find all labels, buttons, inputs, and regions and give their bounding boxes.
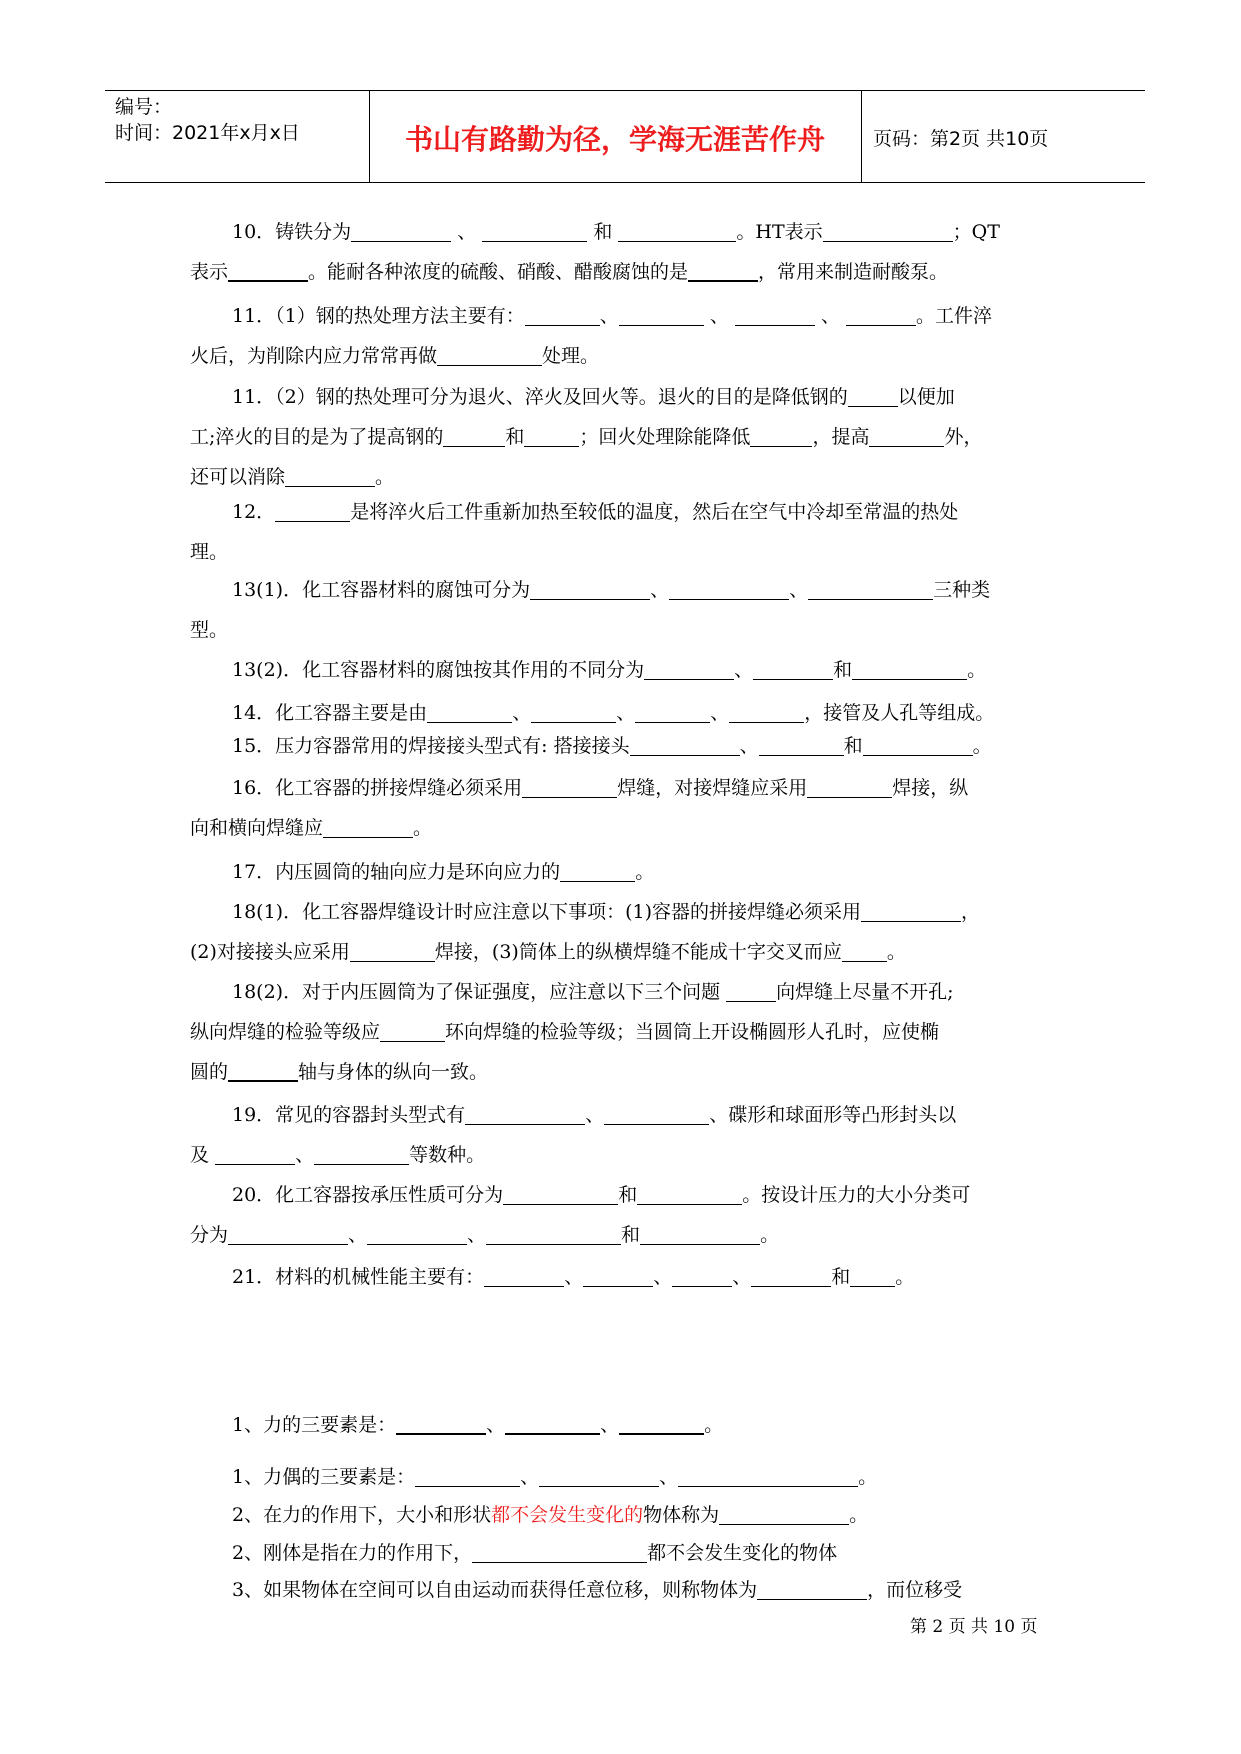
- q11b-text-a: 11．（2）钢的热处理可分为退火、淬火及回火等。退火的目的是降低钢的: [232, 386, 848, 408]
- question-12: [190, 492, 1060, 572]
- blank[interactable]: [539, 1464, 659, 1487]
- blank[interactable]: [630, 733, 740, 756]
- blank[interactable]: [640, 1222, 760, 1245]
- blank[interactable]: [443, 424, 505, 447]
- serial-label: 编号：: [115, 96, 173, 118]
- blank[interactable]: [524, 424, 579, 447]
- m2a-text-b: 物体称为: [643, 1504, 720, 1526]
- q11a-text-f: 火后，为削除内应力常常再做: [190, 345, 438, 367]
- question-13-1: [190, 570, 1060, 650]
- page-footer: 第 2 页 共 10 页: [910, 1617, 1038, 1637]
- blank[interactable]: [380, 1019, 445, 1042]
- q18a-text-d: 焊接，(3)筒体上的纵横焊缝不能成十字交叉而应: [434, 941, 842, 963]
- q19-text-b: 、: [585, 1104, 605, 1126]
- m1a-text-c: 、: [600, 1414, 620, 1436]
- blank[interactable]: [228, 258, 308, 282]
- m2a-highlight: 都不会发生变化的: [491, 1504, 644, 1526]
- q11a-text-e: 。工件淬: [916, 305, 993, 327]
- q16-text-c: 焊接，纵: [892, 777, 969, 799]
- blank[interactable]: [396, 1411, 486, 1435]
- blank[interactable]: [472, 1540, 647, 1563]
- q18a-text-b: ，: [961, 901, 981, 923]
- question-13-2: [190, 650, 1060, 690]
- blank[interactable]: [215, 1142, 295, 1165]
- q12-text-a: 12．: [232, 501, 276, 523]
- question-20: [190, 1175, 1060, 1255]
- blank[interactable]: [619, 1411, 704, 1435]
- q11b-text-e: ；回火处理除能降低: [579, 426, 751, 448]
- q13a-text-a: 13(1)．化工容器材料的腐蚀可分为: [232, 579, 531, 601]
- q21-text-b: 、: [564, 1266, 584, 1288]
- blank[interactable]: [842, 939, 887, 962]
- q14-text-e: ，接管及人孔等组成。: [804, 702, 995, 724]
- q13b-text-d: 。: [967, 659, 987, 681]
- q11b-text-f: ，提高: [812, 426, 870, 448]
- blank[interactable]: [415, 1464, 520, 1487]
- q13b-text-c: 和: [833, 659, 853, 681]
- q14-text-d: 、: [710, 702, 730, 724]
- blank[interactable]: [861, 899, 961, 922]
- blank[interactable]: [367, 1222, 467, 1245]
- blank[interactable]: [427, 700, 512, 723]
- q11b-text-h: 还可以消除: [190, 466, 286, 488]
- q18a-text-a: 18(1)．化工容器焊缝设计时应注意以下事项：(1)容器的拼接焊缝必须采用: [232, 901, 862, 923]
- blank[interactable]: [719, 1502, 849, 1525]
- blank[interactable]: [351, 219, 451, 242]
- q21-text-f: 。: [895, 1266, 915, 1288]
- blank[interactable]: [669, 577, 789, 600]
- header-page-code: 页码：第2页 共10页: [873, 128, 1049, 150]
- q15-text-b: 、: [739, 735, 759, 757]
- q11a-text-d: 、: [820, 305, 840, 327]
- blank[interactable]: [275, 499, 350, 522]
- mech-question-3: [190, 1570, 1060, 1610]
- blank[interactable]: [807, 775, 892, 798]
- blank[interactable]: [848, 384, 898, 407]
- time-label: 时间：2021年x月x日: [115, 122, 300, 144]
- q21-text-a: 21．材料的机械性能主要有：: [232, 1266, 485, 1288]
- q19-text-e: 、: [295, 1144, 315, 1166]
- blank[interactable]: [750, 424, 812, 447]
- blank[interactable]: [688, 258, 758, 282]
- q20-text-a: 20．化工容器按承压性质可分为: [232, 1184, 504, 1206]
- q13a-text-e: 型。: [190, 619, 229, 641]
- q10-text-g: 。能耐各种浓度的硫酸、硝酸、醋酸腐蚀的是: [308, 261, 689, 283]
- blank[interactable]: [678, 1464, 858, 1487]
- q11b-text-d: 和: [505, 426, 525, 448]
- question-18-1: [190, 892, 1060, 972]
- m1b-text-d: 。: [858, 1466, 878, 1488]
- blank[interactable]: [726, 979, 776, 1002]
- blank[interactable]: [323, 815, 413, 838]
- q12-text-c: 理。: [190, 541, 229, 563]
- q20-text-e: 、: [348, 1224, 368, 1246]
- blank[interactable]: [228, 1058, 298, 1082]
- header-divider-right: [861, 90, 862, 183]
- q16-text-b: 焊缝，对接焊缝应采用: [617, 777, 808, 799]
- q18b-text-c: 纵向焊缝的检验等级应: [190, 1021, 381, 1043]
- q10-text-a: 10．铸铁分为: [232, 221, 352, 243]
- header-top-rule: [105, 90, 1145, 91]
- q15-text-d: 。: [972, 735, 992, 757]
- q10-text-e: ；QT: [952, 221, 1000, 243]
- q11b-text-i: 。: [375, 466, 395, 488]
- blank[interactable]: [484, 1264, 564, 1287]
- blank[interactable]: [637, 1182, 742, 1205]
- blank[interactable]: [285, 464, 375, 487]
- blank[interactable]: [852, 657, 967, 680]
- q18b-text-a: 18(2)．对于内压圆筒为了保证强度，应注意以下三个问题: [232, 981, 721, 1003]
- q21-text-d: 、: [732, 1266, 752, 1288]
- mech-question-1b: [190, 1457, 1060, 1497]
- mech-question-2a: [190, 1495, 1060, 1535]
- blank[interactable]: [751, 1264, 831, 1287]
- question-10: [190, 212, 1060, 292]
- m1a-text-a: 1、力的三要素是：: [232, 1414, 397, 1436]
- blank[interactable]: [228, 1222, 348, 1245]
- blank[interactable]: [583, 1264, 653, 1287]
- blank[interactable]: [465, 1102, 585, 1125]
- m2b-text-a: 2、刚体是指在力的作用下，: [232, 1542, 473, 1564]
- q11a-text-b: 、: [599, 305, 619, 327]
- header-motto: 书山有路勤为径，学海无涯苦作舟: [404, 123, 825, 156]
- q11b-text-g: 外，: [944, 426, 983, 448]
- q19-text-a: 19．常见的容器封头型式有: [232, 1104, 466, 1126]
- blank[interactable]: [525, 303, 600, 326]
- blank[interactable]: [486, 1222, 621, 1245]
- q10-text-h: ，常用来制造耐酸泵。: [758, 261, 949, 283]
- blank[interactable]: [505, 1411, 600, 1435]
- q12-text-b: 是将淬火后工件重新加热至较低的温度，然后在空气中冷却至常温的热处: [350, 501, 959, 523]
- q17-text-b: 。: [635, 861, 655, 883]
- blank[interactable]: [850, 1264, 895, 1287]
- q10-text-f: 表示: [190, 261, 229, 283]
- q18a-text-e: 。: [886, 941, 906, 963]
- blank[interactable]: [823, 219, 953, 242]
- q11b-text-b: 以便加: [897, 386, 955, 408]
- m1b-text-a: 1、力偶的三要素是：: [232, 1466, 416, 1488]
- q16-text-e: 。: [413, 817, 433, 839]
- blank[interactable]: [619, 303, 704, 326]
- question-19: [190, 1095, 1060, 1175]
- m1a-text-b: 、: [486, 1414, 506, 1436]
- blank[interactable]: [757, 1577, 867, 1600]
- q13b-text-a: 13(2)．化工容器材料的腐蚀按其作用的不同分为: [232, 659, 645, 681]
- q10-text-c: 和: [593, 221, 613, 243]
- q13a-text-c: 、: [789, 579, 809, 601]
- question-17: [190, 852, 1060, 892]
- blank[interactable]: [635, 700, 710, 723]
- q20-text-g: 和: [621, 1224, 641, 1246]
- question-16: [190, 768, 1060, 848]
- q14-text-c: 、: [616, 702, 636, 724]
- q20-text-b: 和: [618, 1184, 638, 1206]
- q18b-text-d: 环向焊缝的检验等级；当圆筒上开设椭圆形人孔时，应使椭: [445, 1021, 940, 1043]
- blank[interactable]: [531, 700, 616, 723]
- mech-question-1a: [190, 1405, 1060, 1445]
- header-bottom-rule: [105, 182, 1145, 183]
- blank[interactable]: [530, 577, 650, 600]
- blank[interactable]: [869, 424, 944, 447]
- q13b-text-b: 、: [734, 659, 754, 681]
- m1b-text-c: 、: [659, 1466, 679, 1488]
- question-15: [190, 726, 1060, 766]
- q13a-text-d: 三种类: [933, 579, 991, 601]
- q11a-text-c: 、: [709, 305, 729, 327]
- page-header: [105, 90, 1145, 184]
- question-11-1: [190, 296, 1060, 376]
- blank[interactable]: [863, 733, 973, 756]
- blank[interactable]: [672, 1264, 732, 1287]
- q21-text-e: 和: [831, 1266, 851, 1288]
- q20-text-c: 。按设计压力的大小分类可: [742, 1184, 971, 1206]
- q20-text-d: 分为: [190, 1224, 229, 1246]
- q16-text-a: 16．化工容器的拼接焊缝必须采用: [232, 777, 523, 799]
- blank[interactable]: [753, 657, 833, 680]
- blank[interactable]: [618, 219, 736, 242]
- m3-text-b: ，而位移受: [867, 1579, 963, 1601]
- blank[interactable]: [759, 733, 844, 756]
- blank[interactable]: [808, 577, 933, 600]
- blank[interactable]: [735, 303, 815, 326]
- q18b-text-f: 轴与身体的纵向一致。: [298, 1061, 489, 1083]
- q11a-text-g: 处理。: [542, 345, 600, 367]
- q11a-text-a: 11．（1）钢的热处理方法主要有：: [232, 305, 525, 327]
- q20-text-h: 。: [760, 1224, 780, 1246]
- q20-text-f: 、: [467, 1224, 487, 1246]
- blank[interactable]: [560, 859, 635, 882]
- m2a-text-c: 。: [849, 1504, 869, 1526]
- header-info: [115, 94, 300, 146]
- m1b-text-b: 、: [520, 1466, 540, 1488]
- blank[interactable]: [729, 700, 804, 723]
- mech-question-2b: [190, 1533, 1060, 1573]
- question-18-2: [190, 972, 1060, 1092]
- blank[interactable]: [350, 939, 435, 962]
- question-11-2: [190, 377, 1060, 497]
- q14-text-a: 14．化工容器主要是由: [232, 702, 428, 724]
- blank[interactable]: [604, 1102, 709, 1125]
- q21-text-c: 、: [653, 1266, 673, 1288]
- m1a-text-d: 。: [704, 1414, 724, 1436]
- q14-text-b: 、: [512, 702, 532, 724]
- q15-text-a: 15．压力容器常用的焊接接头型式有: 搭接接头: [232, 735, 630, 757]
- q13a-text-b: 、: [650, 579, 670, 601]
- blank[interactable]: [644, 657, 734, 680]
- m2a-text-a: 2、在力的作用下，大小和形状: [232, 1504, 492, 1526]
- q19-text-c: 、碟形和球面形等凸形封头以: [709, 1104, 957, 1126]
- q11b-text-c: 工;淬火的目的是为了提高钢的: [190, 426, 444, 448]
- m2b-text-b: 都不会发生变化的物体: [647, 1542, 838, 1564]
- blank[interactable]: [482, 219, 587, 242]
- q15-text-c: 和: [843, 735, 863, 757]
- q10-text-d: 。HT表示: [736, 221, 823, 243]
- blank[interactable]: [522, 775, 617, 798]
- blank[interactable]: [846, 303, 916, 326]
- blank[interactable]: [437, 343, 542, 366]
- q19-text-d: 及: [190, 1144, 210, 1166]
- q18b-text-b: 向焊缝上尽量不开孔;: [776, 981, 954, 1003]
- blank[interactable]: [503, 1182, 618, 1205]
- m3-text-a: 3、如果物体在空间可以自由运动而获得任意位移，则称物体为: [232, 1579, 758, 1601]
- blank[interactable]: [314, 1142, 409, 1165]
- q10-text-b: 、: [457, 221, 477, 243]
- q18b-text-e: 圆的: [190, 1061, 229, 1083]
- q16-text-d: 向和横向焊缝应: [190, 817, 324, 839]
- q19-text-f: 等数种。: [409, 1144, 486, 1166]
- q18a-text-c: (2)对接接头应采用: [190, 941, 350, 963]
- question-21: [190, 1257, 1060, 1297]
- q17-text-a: 17．内压圆筒的轴向应力是环向应力的: [232, 861, 561, 883]
